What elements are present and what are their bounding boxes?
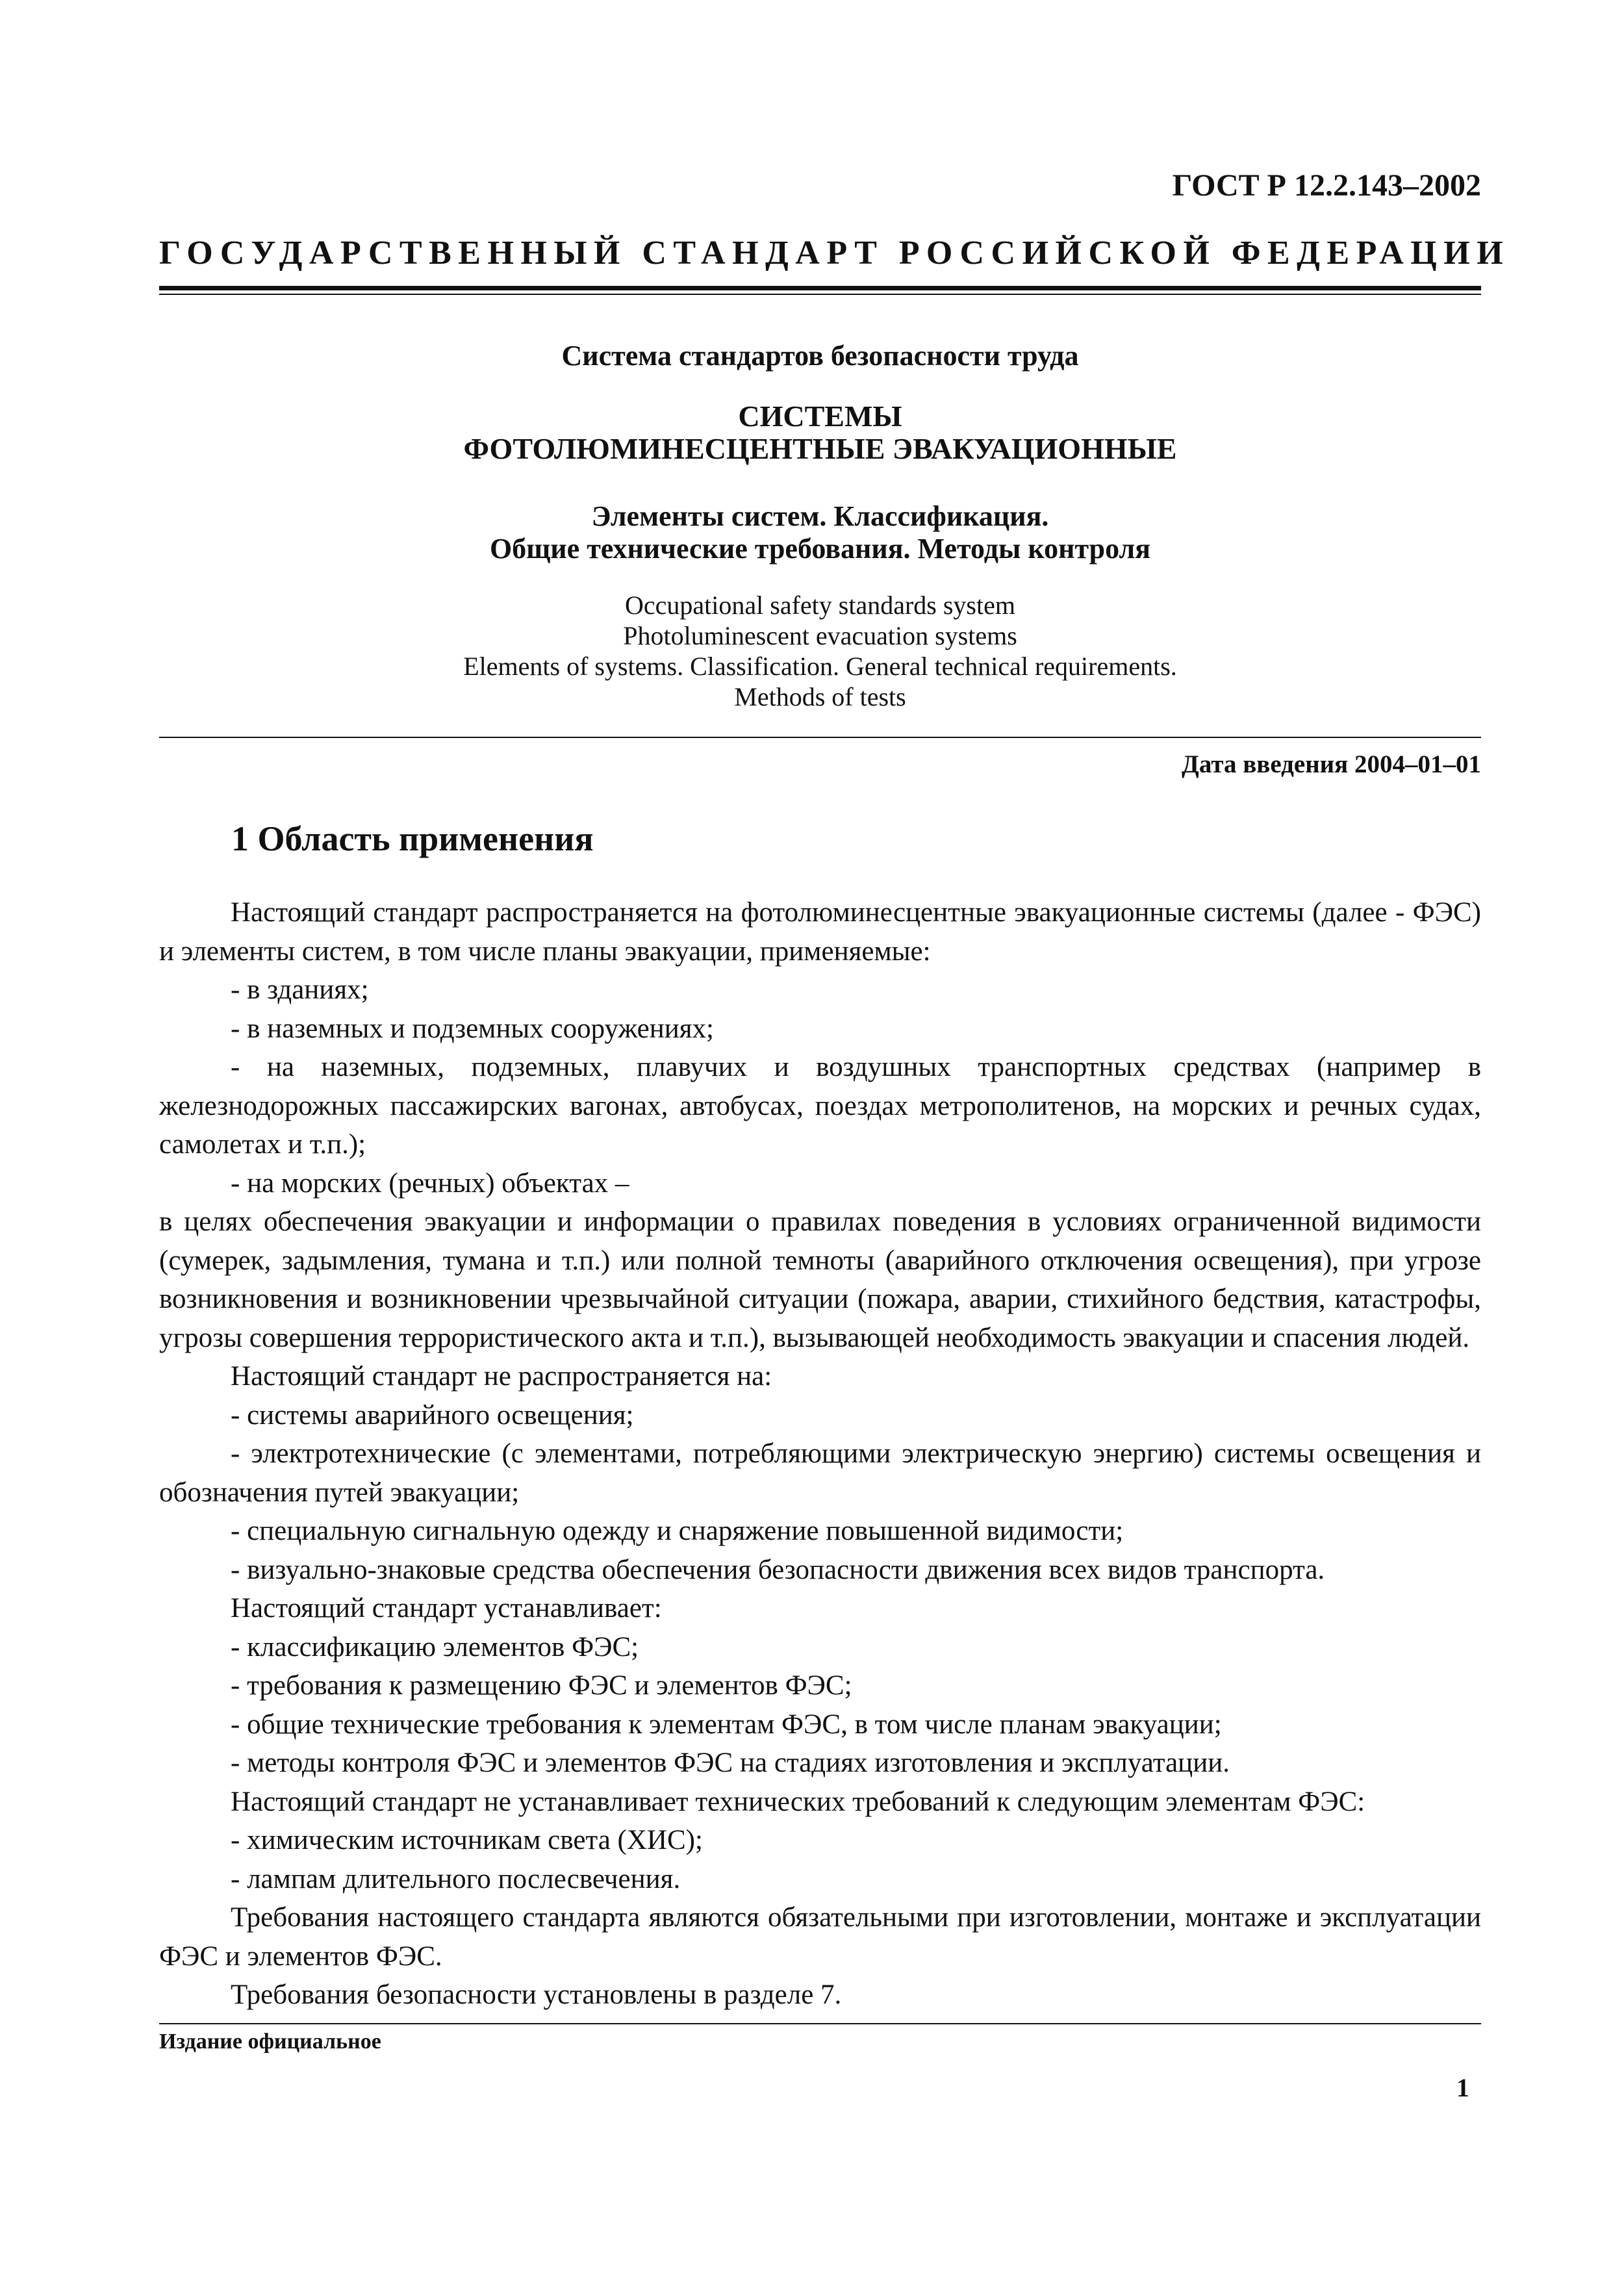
main-title-line: СИСТЕМЫ: [738, 400, 902, 433]
main-title-line: ФОТОЛЮМИНЕСЦЕНТНЫЕ ЭВАКУАЦИОННЫЕ: [463, 432, 1177, 465]
subtitle: [159, 500, 1481, 565]
section-body: [159, 893, 1481, 2015]
footer-rule: [159, 2023, 1481, 2024]
list-item: - методы контроля ФЭС и элементов ФЭС на стадиях изготовления и эксплуатации.: [231, 1748, 1230, 1778]
paragraph: Настоящий стандарт не устанавливает технических требований к следующим элементам ФЭС:: [231, 1786, 1365, 1817]
list-item: - химическим источникам света (ХИС);: [231, 1825, 703, 1855]
paragraph: Настоящий стандарт устанавливает:: [231, 1593, 662, 1623]
header-rule-thin: [159, 294, 1481, 295]
list-item: - общие технические требования к элементам ФЭС, в том числе планам эвакуации;: [231, 1709, 1222, 1740]
list-item: - на наземных, подземных, плавучих и воздушных транспортных средствах (например в железнодорожных пассажирских вагонах, автобусах, поездах метрополитенов, на морских и речных судах, самолетах и т.п.);: [159, 1052, 1481, 1160]
list-item: - в наземных и подземных сооружениях;: [231, 1013, 714, 1044]
english-title: [159, 590, 1481, 712]
list-item: - электротехнические (с элементами, потребляющими электрическую энергию) системы освещения и обозначения путей эвакуации;: [159, 1438, 1481, 1508]
paragraph: в целях обеспечения эвакуации и информации о правилах поведения в условиях ограниченной видимости (сумерек, задымления, тумана и т.п.) или полной темноты (аварийного отключения освещения), при угрозе возникновения и возникновении чрезвычайной ситуации (пожара, аварии, стихийного бедствия, катастрофы, угрозы совершения террористического акта и т.п.), вызывающей необходимость эвакуации и спасения людей.: [159, 1206, 1481, 1353]
introduction-date: Дата введения 2004–01–01: [1182, 750, 1481, 778]
english-title-line: Methods of tests: [734, 682, 906, 711]
document-number: ГОСТ Р 12.2.143–2002: [1172, 168, 1481, 203]
header-rule-thick: [159, 286, 1481, 290]
main-title: [159, 400, 1481, 465]
list-item: - лампам длительного послесвечения.: [231, 1863, 681, 1894]
english-title-line: Photoluminescent evacuation systems: [623, 621, 1017, 650]
list-item: - в зданиях;: [231, 974, 369, 1005]
subtitle-line: Элементы систем. Классификация.: [591, 500, 1049, 532]
title-block: [159, 338, 1481, 712]
page-number: 1: [1456, 2073, 1469, 2102]
list-item: - на морских (речных) объектах –: [231, 1167, 629, 1199]
title-rule: [159, 737, 1481, 738]
paragraph: Настоящий стандарт не распространяется на:: [231, 1361, 772, 1392]
list-item: - системы аварийного освещения;: [231, 1399, 634, 1431]
list-item: - визуально-знаковые средства обеспечения безопасности движения всех видов транспорта.: [231, 1554, 1325, 1585]
subtitle-line: Общие технические требования. Методы контроля: [489, 533, 1151, 565]
list-item: - классификацию элементов ФЭС;: [231, 1631, 639, 1662]
list-item: - требования к размещению ФЭС и элементов ФЭС;: [231, 1670, 852, 1701]
english-title-line: Elements of systems. Classification. General technical requirements.: [463, 652, 1177, 681]
section-heading: 1 Область применения: [231, 819, 594, 858]
state-standard-banner: ГОСУДАРСТВЕННЫЙ СТАНДАРТ РОССИЙСКОЙ ФЕДЕРАЦИИ: [159, 235, 1510, 272]
edition-label: Издание официальное: [159, 2030, 381, 2054]
paragraph: Требования настоящего стандарта являются обязательными при изготовлении, монтаже и эксплуатации ФЭС и элементов ФЭС.: [159, 1902, 1481, 1972]
standards-series: Система стандартов безопасности труда: [561, 340, 1079, 372]
paragraph: Требования безопасности установлены в разделе 7.: [231, 1980, 842, 2010]
list-item: - специальную сигнальную одежду и снаряжение повышенной видимости;: [231, 1516, 1124, 1546]
paragraph: Настоящий стандарт распространяется на фотолюминесцентные эвакуационные системы (далее - ФЭС) и элементы систем, в том числе планы эвакуации, применяемые:: [159, 897, 1481, 967]
english-title-line: Occupational safety standards system: [625, 591, 1015, 620]
